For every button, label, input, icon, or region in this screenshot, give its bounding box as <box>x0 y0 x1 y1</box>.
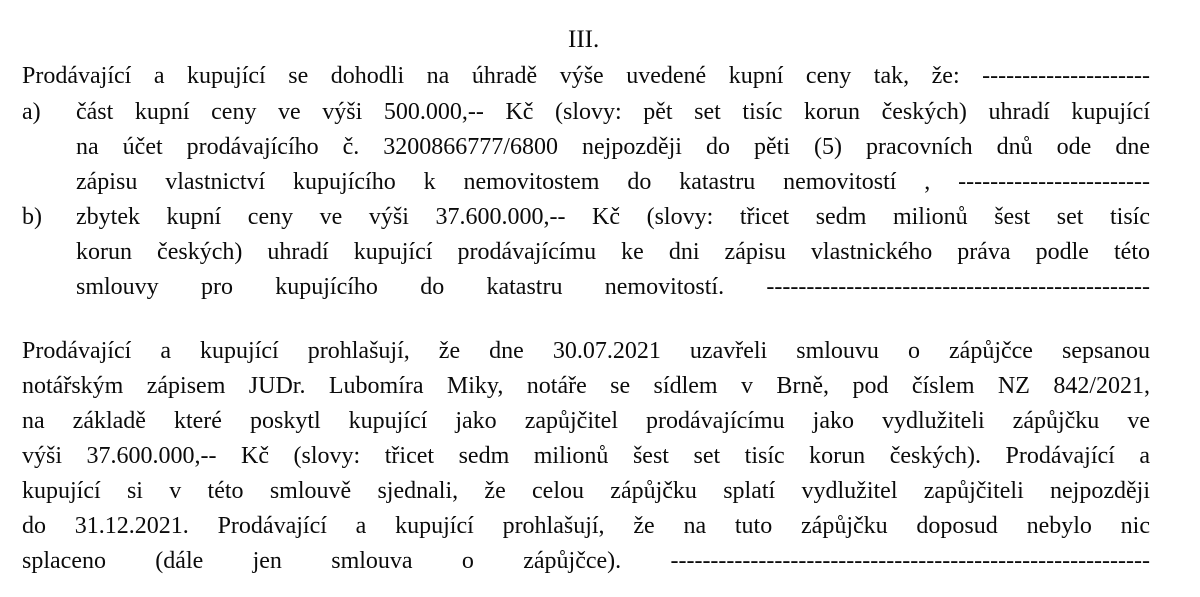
section-heading: III. <box>568 26 600 53</box>
paragraph-2-line-6: do 31.12.2021. Prodávající a kupující prohlašují, že na tuto zápůjčku doposud nebylo nic <box>22 513 1150 539</box>
paragraph-2-line-4: výši 37.600.000,-- Kč (slovy: třicet sedm milionů šest set tisíc korun českých). Prodávající a <box>22 443 1150 469</box>
paragraph-2-line-3: na základě které poskytl kupující jako zapůjčitel prodávajícímu jako vydlužiteli zápůjčku ve <box>22 408 1150 434</box>
item-a-line-2: na účet prodávajícího č. 3200866777/6800 nejpozději do pěti (5) pracovních dnů ode dne <box>76 134 1150 160</box>
item-a-line-3: zápisu vlastnictví kupujícího k nemovitostem do katastru nemovitostí , ------------------------ <box>76 169 1150 195</box>
item-b-line-1: zbytek kupní ceny ve výši 37.600.000,-- Kč (slovy: třicet sedm milionů šest set tisíc <box>76 204 1150 230</box>
paragraph-2-line-7: splaceno (dále jen smlouva o zápůjčce). ------------------------------------------------------------ <box>22 548 1150 574</box>
item-b-marker: b) <box>22 204 42 230</box>
paragraph-2-line-5: kupující si v této smlouvě sjednali, že celou zápůjčku splatí vydlužitel zapůjčiteli nejpozději <box>22 478 1150 504</box>
paragraph-2-line-1: Prodávající a kupující prohlašují, že dne 30.07.2021 uzavřeli smlouvu o zápůjčce sepsanou <box>22 338 1150 364</box>
intro-paragraph: Prodávající a kupující se dohodli na úhradě výše uvedené kupní ceny tak, že: --------------------- <box>22 63 1150 89</box>
item-a-line-1: část kupní ceny ve výši 500.000,-- Kč (slovy: pět set tisíc korun českých) uhradí kupující <box>76 99 1150 125</box>
item-a-marker: a) <box>22 99 41 125</box>
paragraph-2-line-2: notářským zápisem JUDr. Lubomíra Miky, notáře se sídlem v Brně, pod číslem NZ 842/2021, <box>22 373 1150 399</box>
item-b-line-2: korun českých) uhradí kupující prodávajícímu ke dni zápisu vlastnického práva podle této <box>76 239 1150 265</box>
item-b-line-3: smlouvy pro kupujícího do katastru nemovitostí. ------------------------------------------------ <box>76 274 1150 300</box>
